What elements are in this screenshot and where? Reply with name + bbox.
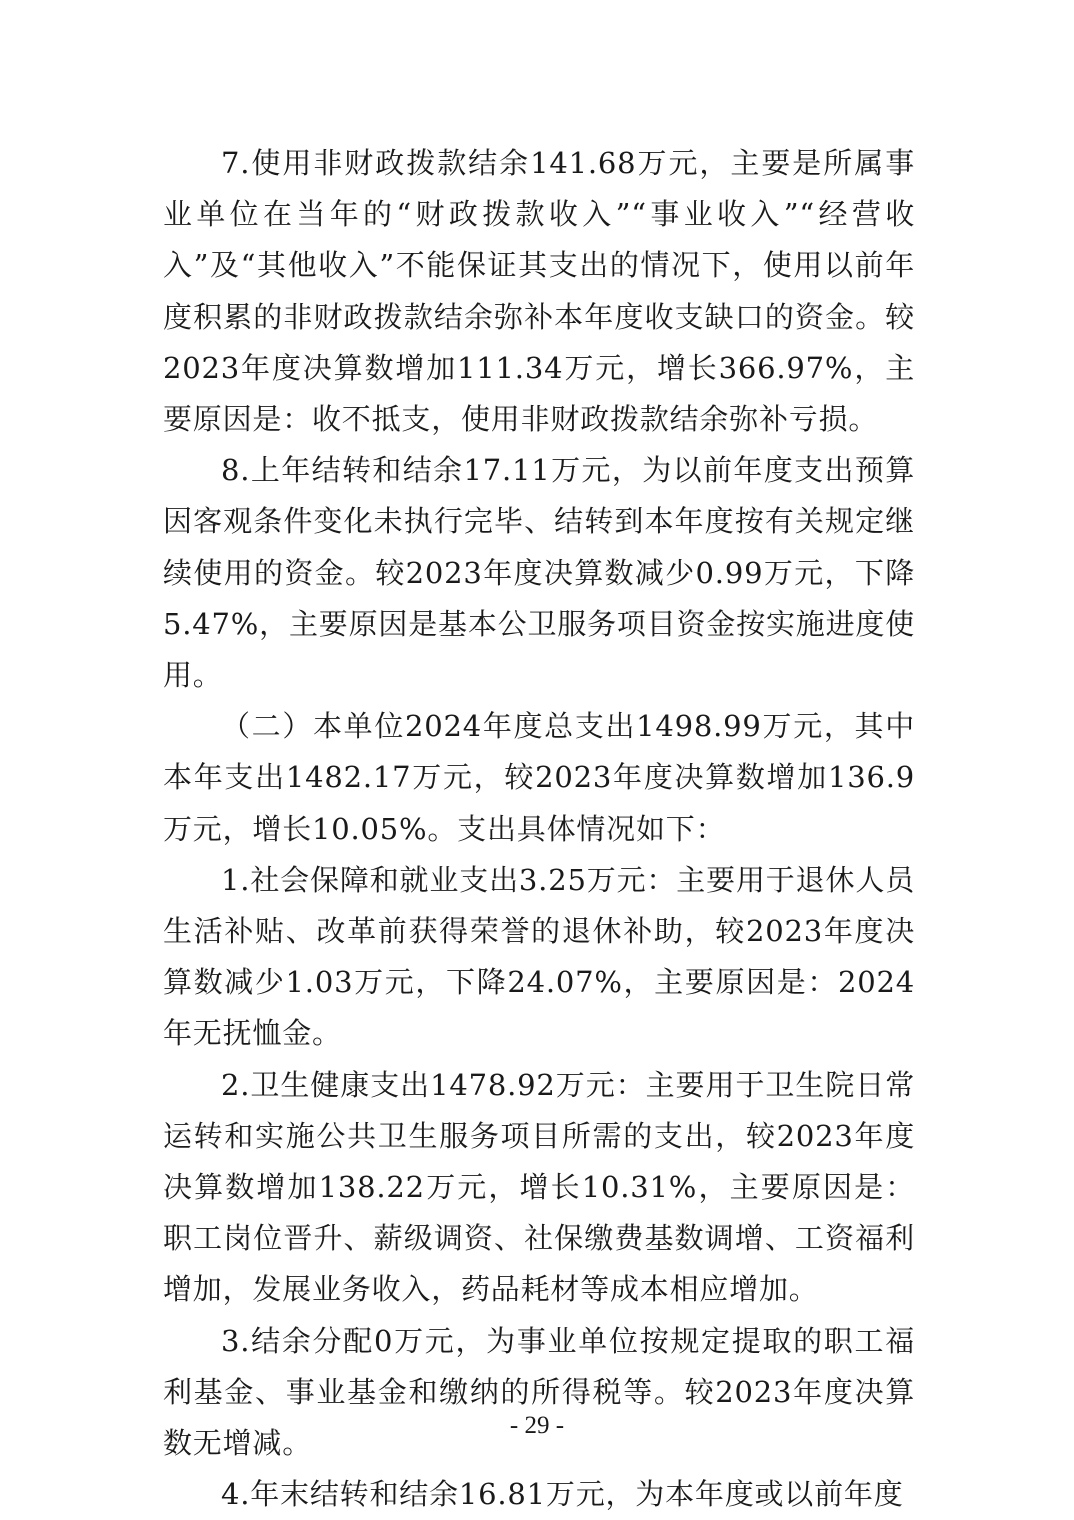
paragraph-health-expenditure: 2.卫生健康支出1478.92万元：主要用于卫生院日常运转和实施公共卫生服务项目所需的支出，较2023年度决算数增加138.22万元，增长10.31%，主要原因是：职工岗位晋升、薪级调资、社保缴费基数调增、工资福利增加，发展业务收入，药品耗材等成本相应增加。 <box>163 1067 915 1307</box>
paragraph-surplus-distribution: 3.结余分配0万元，为事业单位按规定提取的职工福利基金、事业基金和缴纳的所得税等。较2023年度决算数无增减。 <box>163 1323 915 1461</box>
page-number: - 29 - <box>509 1412 565 1439</box>
paragraph-prior-year-carryover: 8.上年结转和结余17.11万元，为以前年度支出预算因客观条件变化未执行完毕、结转到本年度按有关规定继续使用的资金。较2023年度决算数减少0.99万元，下降5.47%，主要原因是基本公卫服务项目资金按实施进度使用。 <box>163 453 915 693</box>
paragraph-social-security: 1.社会保障和就业支出3.25万元：主要用于退休人员生活补贴、改革前获得荣誉的退休补助，较2023年度决算数减少1.03万元，下降24.07%，主要原因是：2024年无抚恤金。 <box>163 862 915 1051</box>
paragraph-year-end-carryover: 4.年末结转和结余16.81万元，为本年度或以前年度 <box>221 1477 904 1512</box>
paragraph-total-expenditure: （二）本单位2024年度总支出1498.99万元，其中本年支出1482.17万元，较2023年度决算数增加136.9万元，增长10.05%。支出具体情况如下： <box>163 709 915 846</box>
body-text <box>163 138 915 1520</box>
paragraph-non-fiscal-surplus: 7.使用非财政拨款结余141.68万元，主要是所属事业单位在当年的“财政拨款收入”“事业收入”“经营收入”及“其他收入”不能保证其支出的情况下，使用以前年度积累的非财政拨款结余弥补本年度收支缺口的资金。较2023年度决算数增加111.34万元，增长366.97%，主要原因是：收不抵支，使用非财政拨款结余弥补亏损。 <box>163 146 915 437</box>
